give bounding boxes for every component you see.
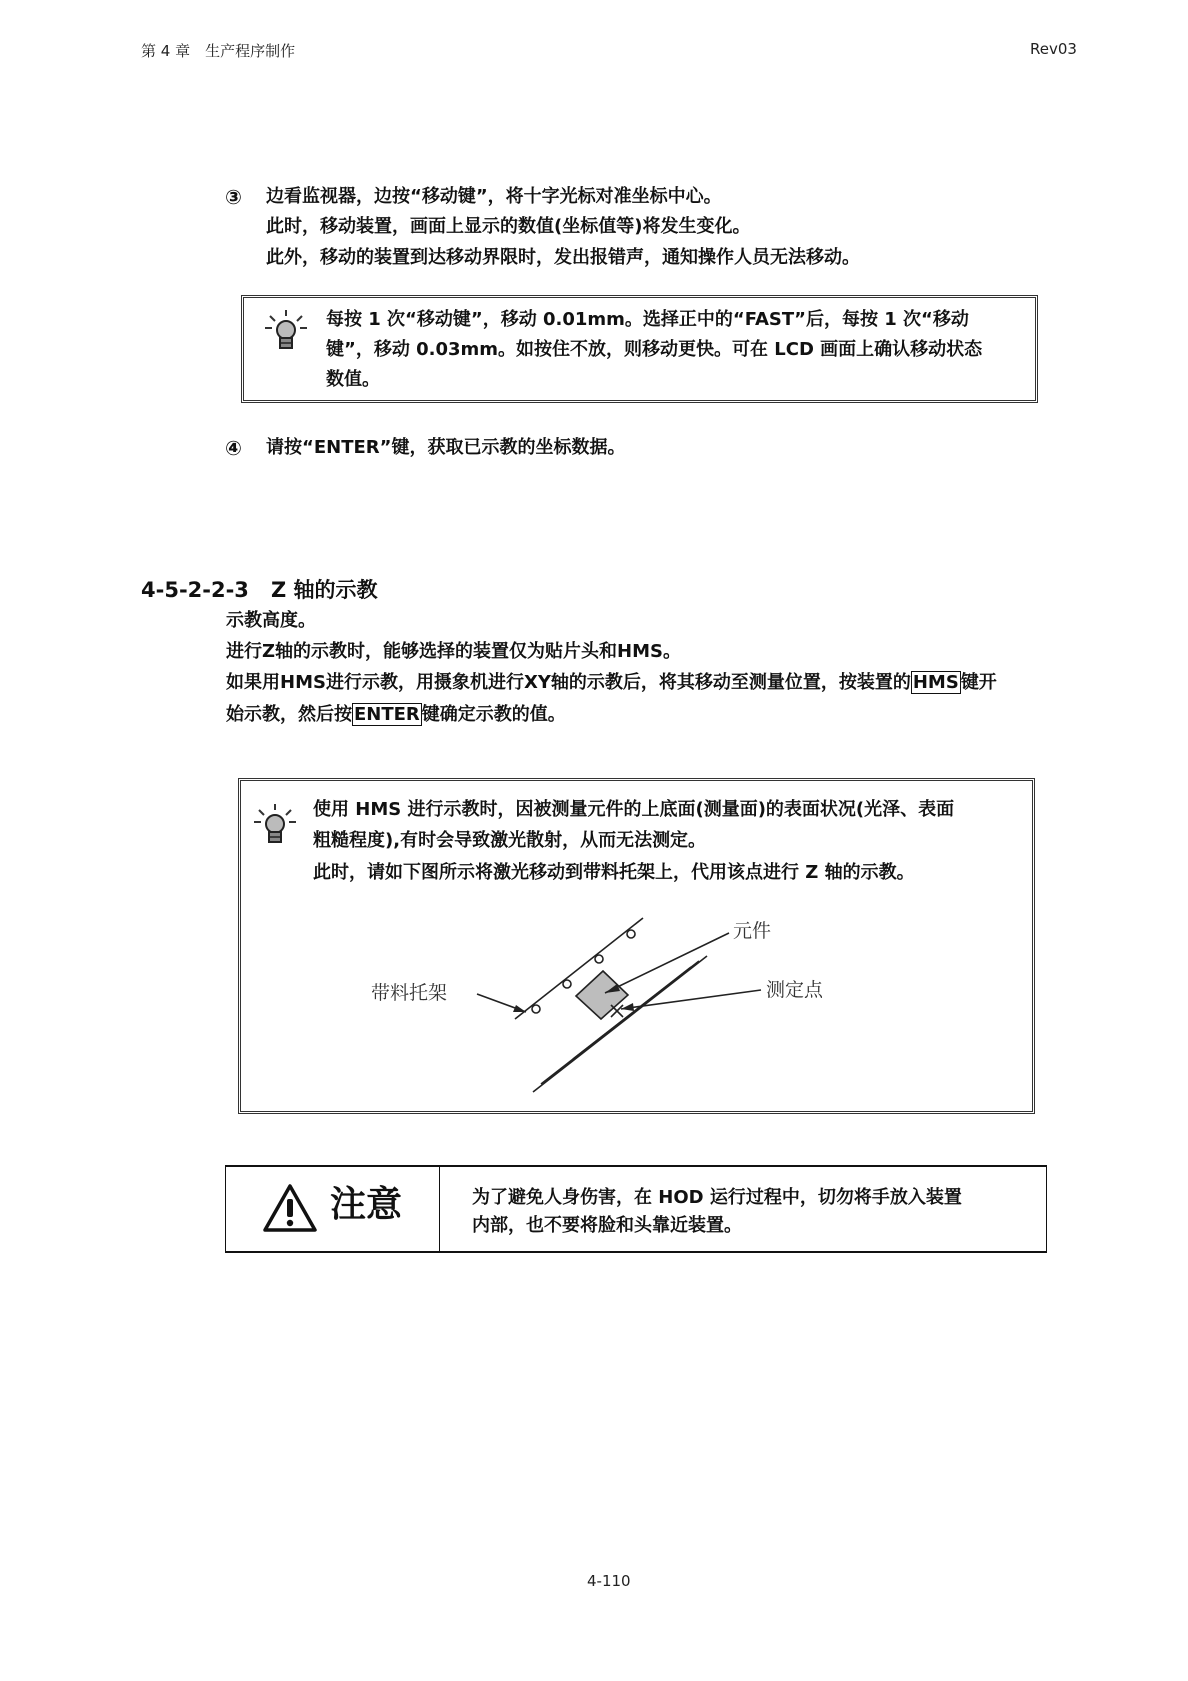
step3-marker: ③ <box>225 185 242 209</box>
revision-label: Rev03 <box>1030 40 1077 58</box>
section-line-2: 进行Z轴的示教时，能够选择的装置仅为贴片头和HMS。 <box>226 641 681 662</box>
tip1-line-1: 每按 1 次“移动键”，移动 0.01mm。选择正中的“FAST”后，每按 1 次“移动 <box>326 309 969 330</box>
section-heading <box>141 574 377 604</box>
sprocket-hole <box>532 1005 540 1013</box>
tray-rail-line <box>533 956 707 1092</box>
step3-line-1: 边看监视器，边按“移动键”，将十字光标对准坐标中心。 <box>266 186 722 207</box>
section-line-4-tail: 键确定示教的值。 <box>421 704 566 725</box>
enter-key-label: ENTER <box>354 704 420 725</box>
section-line-3-tail: 键开 <box>960 672 997 693</box>
tip2-line-1: 使用 HMS 进行示教时，因被测量元件的上底面(测量面)的表面状况(光泽、表面 <box>313 799 955 820</box>
tip2-line-3: 此时，请如下图所示将激光移动到带料托架上，代用该点进行 Z 轴的示教。 <box>313 862 915 883</box>
sprocket-hole <box>563 980 571 988</box>
step3-line-2: 此时，移动装置，画面上显示的数值(坐标值等)将发生变化。 <box>266 216 751 237</box>
step4-marker: ④ <box>225 436 242 460</box>
step3-line-3: 此外，移动的装置到达移动界限时，发出报错声，通知操作人员无法移动。 <box>266 247 860 268</box>
step4-text: 请按“ENTER”键，获取已示教的坐标数据。 <box>266 437 626 458</box>
chapter-header: 第 4 章 生产程序制作 <box>141 42 296 60</box>
section-number: 4-5-2-2-3 <box>141 578 249 602</box>
label-tape-tray: 带料托架 <box>371 982 448 1004</box>
caution-box <box>225 1165 1047 1253</box>
lightbulb-icon <box>253 802 297 848</box>
component-shape <box>576 971 628 1019</box>
caution-line-2: 内部，也不要将脸和头靠近装置。 <box>472 1215 742 1236</box>
tip1-line-2: 键”，移动 0.03mm。如按住不放，则移动更快。可在 LCD 画面上确认移动状态 <box>326 339 983 360</box>
section-line-1: 示教高度。 <box>226 610 316 631</box>
tip-box-move-key <box>241 295 1038 403</box>
hms-key-label: HMS <box>912 672 959 693</box>
section-line-4 <box>226 706 566 724</box>
tape-tray-diagram <box>341 909 941 1099</box>
page-number: 4-110 <box>587 1572 631 1590</box>
sprocket-hole <box>627 930 635 938</box>
tip-box-hms <box>238 778 1035 1114</box>
measurement-point-mark <box>611 1005 623 1017</box>
sprocket-hole <box>595 955 603 963</box>
caution-title: 注意 <box>330 1184 403 1225</box>
section-line-3 <box>226 674 997 692</box>
section-line-3-text: 如果用HMS进行示教，用摄象机进行XY轴的示教后，将其移动至测量位置，按装置的 <box>226 672 911 693</box>
tray-edge-line <box>515 918 643 1019</box>
tip2-line-2: 粗糙程度),有时会导致激光散射，从而无法测定。 <box>313 830 707 851</box>
section-title: Z 轴的示教 <box>270 578 378 602</box>
point-leader-line <box>621 990 761 1009</box>
caution-line-1: 为了避免人身伤害，在 HOD 运行过程中，切勿将手放入装置 <box>472 1187 962 1208</box>
warning-triangle-icon <box>262 1183 318 1233</box>
section-line-4-text: 始示教，然后按 <box>226 704 352 725</box>
label-measure-point: 测定点 <box>766 979 824 1001</box>
caution-divider <box>439 1167 440 1251</box>
label-component: 元件 <box>733 920 772 942</box>
lightbulb-icon <box>264 308 308 354</box>
tip1-line-3: 数值。 <box>326 369 380 390</box>
component-leader-line <box>605 933 729 993</box>
